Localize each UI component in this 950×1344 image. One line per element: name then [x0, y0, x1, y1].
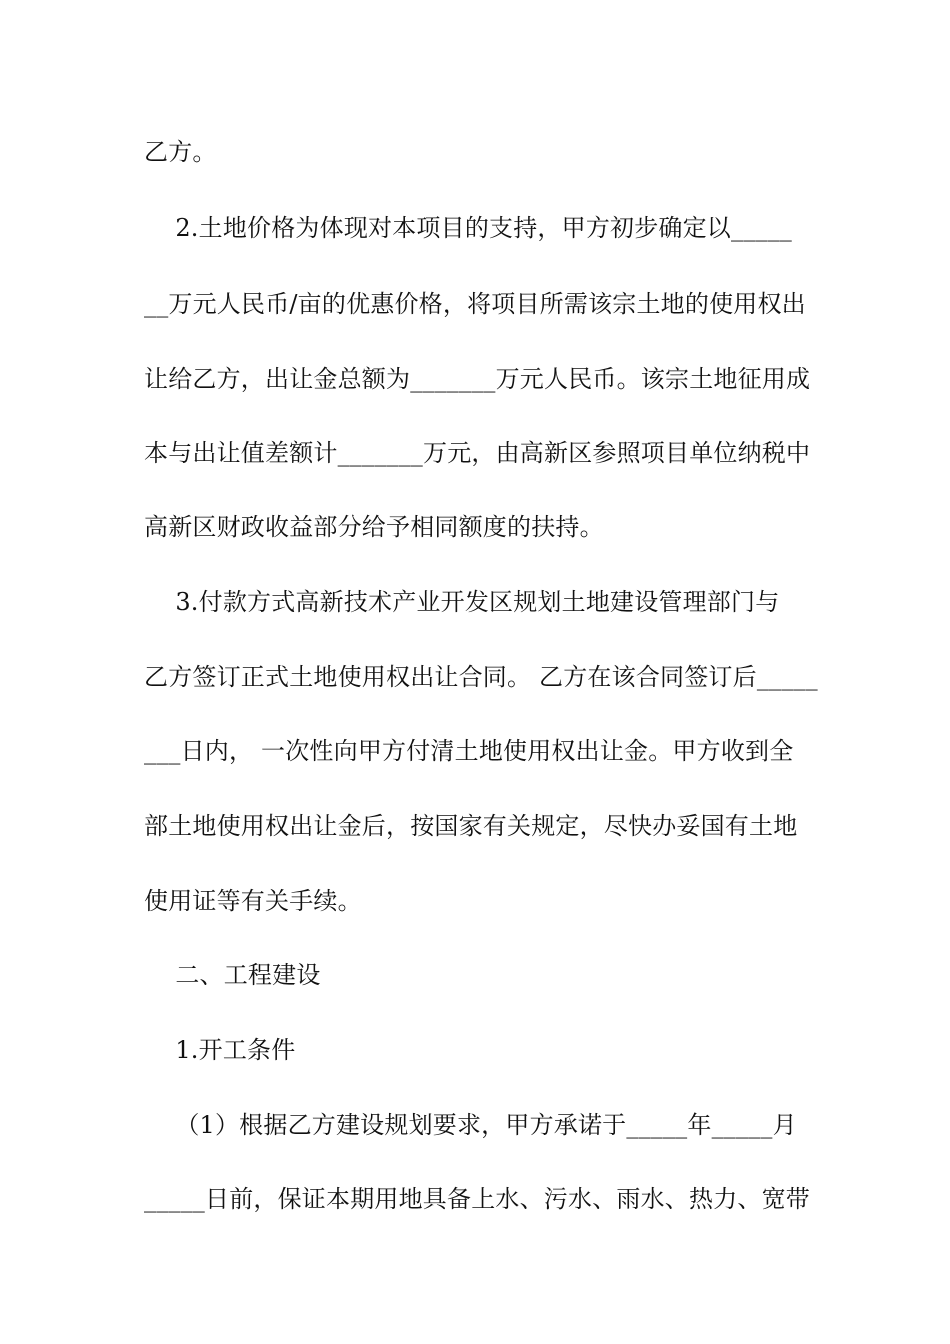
text-line: （1）根据乙方建设规划要求，甲方承诺于_____年_____月 — [144, 1111, 797, 1139]
text-line: 部土地使用权出让金后，按国家有关规定，尽快办妥国有土地 — [144, 812, 798, 840]
text-line: 本与出让值差额计_______万元，由高新区参照项目单位纳税中 — [144, 439, 811, 467]
text-line: 让给乙方，出让金总额为_______万元人民币。该宗土地征用成 — [144, 365, 811, 393]
text-line: 使用证等有关手续。 — [144, 887, 362, 915]
text-line: _____日前，保证本期用地具备上水、污水、雨水、热力、宽带 — [144, 1185, 810, 1213]
text-line: __万元人民币/亩的优惠价格，将项目所需该宗土地的使用权出 — [144, 290, 806, 318]
text-line: 乙方。 — [144, 138, 217, 166]
section-heading: 二、工程建设 — [144, 961, 321, 989]
text-line: ___日内， 一次性向甲方付清土地使用权出让金。甲方收到全 — [144, 737, 794, 765]
text-line: 乙方签订正式土地使用权出让合同。 乙方在该合同签订后_____ — [144, 663, 818, 691]
text-line: 3.付款方式高新技术产业开发区规划土地建设管理部门与 — [144, 588, 780, 616]
text-line: 2.土地价格为体现对本项目的支持，甲方初步确定以_____ — [144, 214, 793, 242]
subsection-heading: 1.开工条件 — [144, 1036, 296, 1064]
text-line: 高新区财政收益部分给予相同额度的扶持。 — [144, 513, 604, 541]
